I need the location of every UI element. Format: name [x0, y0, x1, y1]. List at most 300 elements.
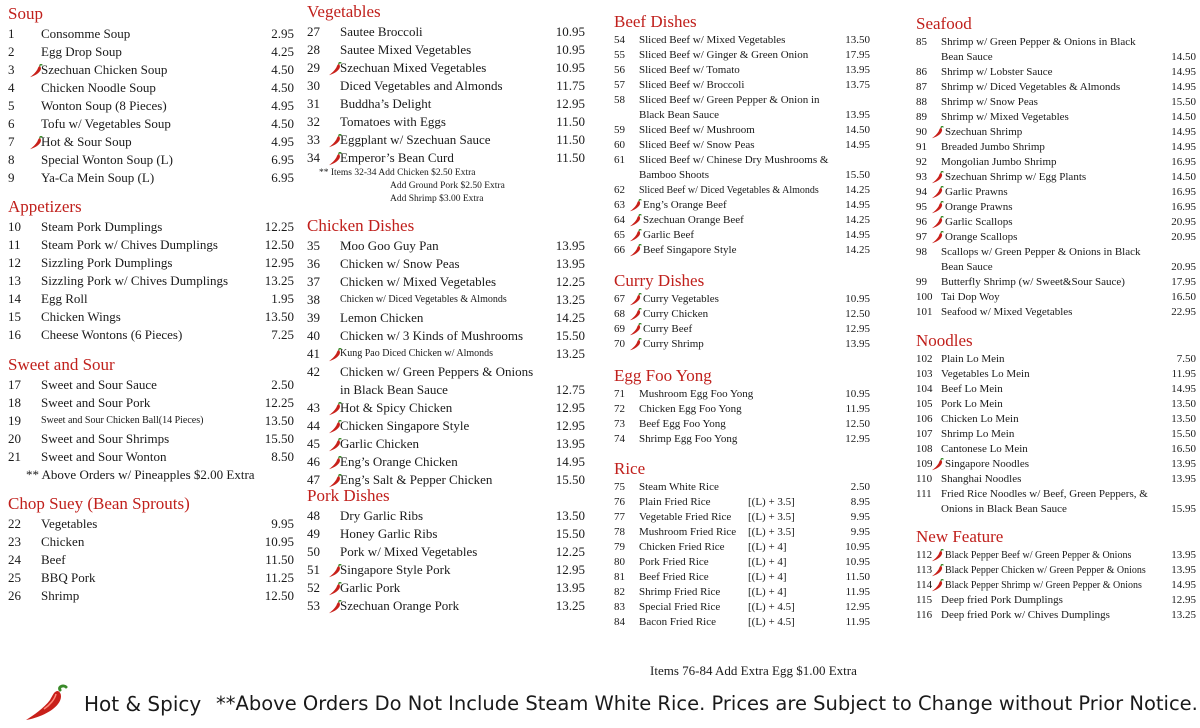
item-price: 12.95 [1171, 594, 1196, 606]
item-name: Chicken w/ Snow Peas [340, 256, 460, 271]
section-title: Pork Dishes [307, 486, 390, 505]
item-number: 40 [307, 328, 320, 343]
item-price: 13.25 [555, 292, 585, 307]
item-price: 16.50 [1171, 443, 1196, 455]
chili-pepper-icon [931, 579, 944, 592]
menu-item [307, 507, 585, 525]
item-name: Orange Prawns [945, 201, 1013, 213]
section-title: Egg Foo Yong [614, 366, 712, 385]
menu-section [614, 459, 870, 630]
item-name: Egg Drop Soup [41, 44, 122, 59]
menu-section [8, 494, 294, 605]
menu-item [614, 153, 870, 183]
item-price: 15.50 [555, 472, 585, 487]
item-number: 9 [8, 170, 15, 185]
menu-item [614, 228, 870, 243]
item-number: 26 [8, 588, 21, 603]
menu-item [8, 115, 294, 133]
menu-item [614, 183, 870, 198]
item-price: 2.50 [271, 377, 294, 392]
item-number: 67 [614, 293, 625, 305]
item-number: 64 [614, 214, 625, 226]
item-number: 1 [8, 26, 15, 41]
menu-item [916, 155, 1196, 170]
item-name: Sizzling Pork Dumplings [41, 255, 173, 270]
item-number: 107 [916, 428, 933, 440]
item-number: 27 [307, 24, 320, 39]
menu-item [916, 230, 1196, 245]
chili-pepper-icon [931, 549, 944, 562]
large-size-option: [(L) + 4] [748, 571, 787, 583]
item-number: 45 [307, 436, 320, 451]
item-price: 4.50 [271, 62, 294, 77]
item-name: Beef Fried Rice [639, 571, 709, 583]
large-size-option: [(L) + 4.5] [748, 616, 795, 628]
item-number: 105 [916, 398, 933, 410]
item-name: Curry Chicken [643, 308, 709, 320]
menu-item [307, 525, 585, 543]
item-price: 13.95 [555, 580, 585, 595]
item-number: 92 [916, 156, 927, 168]
price-disclaimer: **Above Orders Do Not Include Steam White Rice. Prices are Subject to Change without Prior Notice. [216, 692, 1198, 715]
menu-item [916, 215, 1196, 230]
section-title: Soup [8, 4, 43, 23]
item-number: 60 [614, 139, 625, 151]
item-number: 66 [614, 244, 625, 256]
section-title: Appetizers [8, 197, 82, 216]
item-name: Chicken Egg Foo Yong [639, 403, 742, 415]
menu-item [916, 185, 1196, 200]
item-price: 14.25 [555, 310, 585, 325]
menu-item [307, 237, 585, 255]
chili-pepper-icon [328, 582, 342, 596]
chili-pepper-icon [29, 64, 43, 78]
item-price: 10.95 [845, 293, 870, 305]
menu-item [8, 272, 294, 290]
item-price: 9.95 [850, 526, 870, 538]
large-size-option: [(L) + 3.5] [748, 526, 795, 538]
item-price: 14.95 [1171, 141, 1196, 153]
item-name: Shanghai Noodles [941, 473, 1022, 485]
menu-item [614, 480, 870, 495]
item-number: 110 [916, 473, 933, 485]
item-price: 13.95 [1171, 564, 1196, 576]
item-name: Pork Fried Rice [639, 556, 709, 568]
item-name: Chicken w/ 3 Kinds of Mushrooms [340, 328, 524, 343]
item-name: Vegetables [41, 516, 98, 531]
item-price: 12.50 [264, 237, 294, 252]
menu-item [307, 363, 585, 399]
chili-pepper-icon [328, 348, 342, 362]
menu-item [916, 110, 1196, 125]
item-price: 14.95 [1171, 579, 1196, 591]
item-price: 11.25 [265, 570, 294, 585]
menu-item [614, 540, 870, 555]
chili-pepper-icon [629, 214, 642, 227]
item-name: Special Wonton Soup (L) [41, 152, 173, 167]
menu-item [307, 399, 585, 417]
menu-item [614, 93, 870, 123]
menu-item [916, 367, 1196, 382]
item-name: Honey Garlic Ribs [340, 526, 438, 541]
item-number: 98 [916, 246, 927, 258]
menu-item [307, 291, 585, 309]
item-number: 61 [614, 154, 625, 166]
item-price: 13.50 [264, 309, 294, 324]
item-name: Pork Lo Mein [941, 398, 1003, 410]
item-number: 47 [307, 472, 320, 487]
item-name: Shrimp w/ Lobster Sauce [941, 66, 1053, 78]
menu-item [8, 97, 294, 115]
item-number: 39 [307, 310, 320, 325]
menu-item [8, 448, 294, 466]
item-price: 13.95 [1171, 473, 1196, 485]
item-price: 14.50 [1171, 51, 1196, 63]
item-price: 8.50 [271, 449, 294, 464]
item-name: Curry Beef [643, 323, 693, 335]
menu-item [614, 510, 870, 525]
section-title: Vegetables [307, 2, 381, 21]
item-number: 65 [614, 229, 625, 241]
item-price: 2.95 [271, 26, 294, 41]
item-number: 20 [8, 431, 21, 446]
item-name: Kung Pao Diced Chicken w/ Almonds [340, 348, 494, 359]
menu-item [307, 95, 585, 113]
item-price: 11.95 [1171, 368, 1196, 380]
item-name: Sweet and Sour Chicken Ball(14 Pieces) [41, 415, 204, 426]
item-price: 12.95 [555, 96, 585, 111]
item-price: 13.50 [845, 34, 870, 46]
section-title: Curry Dishes [614, 271, 705, 290]
item-number: 38 [307, 292, 320, 307]
menu-item [307, 597, 585, 615]
item-price: 10.95 [555, 24, 585, 39]
item-number: 13 [8, 273, 21, 288]
item-number: 62 [614, 184, 625, 196]
item-price: 14.25 [845, 214, 870, 226]
item-price: 13.95 [1171, 549, 1196, 561]
item-name: Sliced Beef w/ Chinese Dry Mushrooms & Bamboo Shoots [639, 154, 829, 181]
menu-item [916, 472, 1196, 487]
item-number: 116 [916, 609, 933, 621]
chili-pepper-icon [328, 62, 342, 76]
item-name: Garlic Scallops [945, 216, 1013, 228]
item-price: 17.95 [1171, 276, 1196, 288]
item-name: Buddha’s Delight [340, 96, 432, 111]
item-name: Eng’s Orange Beef [643, 199, 727, 211]
menu-item [916, 412, 1196, 427]
item-name: Dry Garlic Ribs [340, 508, 424, 523]
item-price: 10.95 [264, 534, 294, 549]
menu-section [8, 355, 294, 484]
chili-pepper-icon [931, 171, 944, 184]
item-number: 12 [8, 255, 21, 270]
item-price: 15.50 [555, 526, 585, 541]
menu-item [307, 543, 585, 561]
chili-pepper-icon [629, 229, 642, 242]
item-price: 14.95 [1171, 81, 1196, 93]
item-price: 10.95 [845, 556, 870, 568]
item-number: 28 [307, 42, 320, 57]
menu-item [307, 345, 585, 363]
item-price: 13.25 [264, 273, 294, 288]
menu-item [8, 25, 294, 43]
item-price: 4.95 [271, 98, 294, 113]
item-name: Black Pepper Beef w/ Green Pepper & Onions [945, 550, 1132, 561]
menu-item [307, 23, 585, 41]
menu-item [916, 305, 1196, 320]
item-name: Szechuan Shrimp w/ Egg Plants [945, 171, 1087, 183]
item-number: 83 [614, 601, 625, 613]
menu-item [614, 78, 870, 93]
item-number: 99 [916, 276, 927, 288]
item-name: Sautee Broccoli [340, 24, 423, 39]
item-name: Mushroom Fried Rice [639, 526, 737, 538]
menu-item [916, 487, 1196, 517]
item-name: Diced Vegetables and Almonds [340, 78, 503, 93]
item-name: Szechuan Orange Beef [643, 214, 744, 226]
item-number: 16 [8, 327, 21, 342]
menu-item [8, 515, 294, 533]
item-number: 112 [916, 549, 933, 561]
spicy-legend-label: Hot & Spicy [84, 692, 202, 716]
large-size-option: [(L) + 3.5] [748, 511, 795, 523]
item-number: 102 [916, 353, 933, 365]
menu-item [8, 61, 294, 79]
menu-item [8, 376, 294, 394]
large-size-option: [(L) + 4.5] [748, 601, 795, 613]
item-name: Chicken Lo Mein [941, 413, 1019, 425]
item-price: 1.95 [271, 291, 294, 306]
menu-section [307, 216, 585, 489]
item-name: Beef Singapore Style [643, 244, 737, 256]
item-price: 15.50 [845, 169, 870, 181]
menu-item [614, 555, 870, 570]
item-number: 95 [916, 201, 927, 213]
item-price: 14.95 [845, 199, 870, 211]
menu-section [307, 2, 585, 206]
item-name: Chicken w/ Mixed Vegetables [340, 274, 497, 289]
menu-item [916, 290, 1196, 305]
item-number: 94 [916, 186, 927, 198]
item-price: 10.95 [555, 42, 585, 57]
menu-item [307, 59, 585, 77]
item-name: Lemon Chicken [340, 310, 424, 325]
item-price: 9.95 [850, 511, 870, 523]
menu-item [916, 427, 1196, 442]
item-number: 19 [8, 413, 21, 428]
menu-item [614, 495, 870, 510]
item-number: 46 [307, 454, 320, 469]
item-number: 53 [307, 598, 320, 613]
item-price: 14.95 [1171, 383, 1196, 395]
menu-section [8, 4, 294, 187]
item-name: Shrimp w/ Snow Peas [941, 96, 1038, 108]
item-price: 2.50 [850, 481, 870, 493]
item-price: 11.95 [845, 616, 870, 628]
menu-section [8, 197, 294, 344]
item-number: 85 [916, 36, 927, 48]
item-number: 114 [916, 579, 933, 591]
item-number: 70 [614, 338, 625, 350]
menu-item [916, 140, 1196, 155]
item-name: Bacon Fried Rice [639, 616, 716, 628]
chili-pepper-icon [328, 600, 342, 614]
chili-pepper-icon [328, 402, 342, 416]
item-number: 103 [916, 368, 933, 380]
item-name: Garlic Pork [340, 580, 401, 595]
item-name: Singapore Noodles [945, 458, 1030, 470]
menu-item [614, 48, 870, 63]
item-name: Garlic Beef [643, 229, 694, 241]
item-number: 56 [614, 64, 625, 76]
section-title: Noodles [916, 331, 973, 350]
section-title: Rice [614, 459, 646, 478]
section-title: Chop Suey (Bean Sprouts) [8, 494, 190, 513]
section-title: Chicken Dishes [307, 216, 415, 235]
item-number: 52 [307, 580, 320, 595]
menu-item [916, 200, 1196, 215]
menu-item [614, 33, 870, 48]
chili-pepper-icon [931, 458, 944, 471]
menu-item [916, 80, 1196, 95]
menu-item [307, 77, 585, 95]
item-number: 76 [614, 496, 625, 508]
menu-item [614, 387, 870, 402]
item-number: 100 [916, 291, 933, 303]
menu-section [916, 331, 1196, 517]
item-number: 34 [307, 150, 320, 165]
menu-item [614, 585, 870, 600]
item-number: 23 [8, 534, 21, 549]
item-price: 14.95 [1171, 66, 1196, 78]
item-name: Sliced Beef w/ Broccoli [639, 79, 745, 91]
item-price: 4.50 [271, 80, 294, 95]
item-price: 12.95 [555, 418, 585, 433]
menu-item [614, 307, 870, 322]
item-price: 4.95 [271, 134, 294, 149]
menu-item [916, 95, 1196, 110]
item-price: 11.50 [265, 552, 294, 567]
menu-item [916, 245, 1196, 275]
chili-pepper-icon [629, 338, 642, 351]
menu-item [614, 243, 870, 258]
menu-item [916, 563, 1196, 578]
item-number: 55 [614, 49, 625, 61]
item-number: 3 [8, 62, 15, 77]
item-number: 82 [614, 586, 625, 598]
item-price: 4.50 [271, 116, 294, 131]
menu-item [8, 236, 294, 254]
item-price: 14.95 [1171, 126, 1196, 138]
item-number: 106 [916, 413, 933, 425]
chili-pepper-icon [931, 216, 944, 229]
item-name: Egg Roll [41, 291, 88, 306]
menu-item [307, 561, 585, 579]
item-number: 21 [8, 449, 21, 464]
item-name: Shrimp Lo Mein [941, 428, 1015, 440]
menu-item [614, 123, 870, 138]
item-number: 109 [916, 458, 933, 470]
item-name: Hot & Spicy Chicken [340, 400, 453, 415]
item-price: 13.50 [264, 413, 294, 428]
section-title: Beef Dishes [614, 12, 697, 31]
item-number: 101 [916, 306, 933, 318]
item-name: Hot & Sour Soup [41, 134, 132, 149]
item-number: 43 [307, 400, 320, 415]
menu-item [916, 457, 1196, 472]
item-price: 12.50 [845, 418, 870, 430]
item-price: 12.95 [845, 601, 870, 613]
item-price: 17.95 [845, 49, 870, 61]
menu-item [8, 394, 294, 412]
note-line: ** Items 32-34 Add Chicken $2.50 Extra [319, 168, 476, 178]
section-title: New Feature [916, 527, 1004, 546]
menu-item [307, 453, 585, 471]
menu-section [916, 527, 1196, 623]
item-name: Shrimp Fried Rice [639, 586, 721, 598]
item-price: 11.50 [556, 114, 585, 129]
item-number: 36 [307, 256, 320, 271]
menu-item [916, 442, 1196, 457]
item-name: Black Pepper Chicken w/ Green Pepper & Onions [945, 565, 1146, 576]
item-name: Beef Egg Foo Yong [639, 418, 726, 430]
chili-pepper-icon [931, 126, 944, 139]
item-name: Beef [41, 552, 66, 567]
item-price: 14.50 [1171, 111, 1196, 123]
menu-item [8, 151, 294, 169]
menu-item [916, 382, 1196, 397]
item-price: 14.25 [845, 244, 870, 256]
item-number: 48 [307, 508, 320, 523]
item-name: Chicken Singapore Style [340, 418, 470, 433]
item-number: 8 [8, 152, 15, 167]
item-number: 80 [614, 556, 625, 568]
item-name: Tomatoes with Eggs [340, 114, 446, 129]
item-price: 14.25 [845, 184, 870, 196]
item-name: Szechuan Shrimp [945, 126, 1023, 138]
item-number: 7 [8, 134, 15, 149]
item-price: 20.95 [1171, 261, 1196, 273]
item-price: 15.95 [1171, 503, 1196, 515]
menu-item [8, 587, 294, 605]
item-name: Curry Vegetables [643, 293, 719, 305]
item-number: 44 [307, 418, 320, 433]
menu-item [614, 322, 870, 337]
menu-item [8, 290, 294, 308]
menu-item [614, 198, 870, 213]
menu-item [307, 417, 585, 435]
item-price: 12.95 [555, 400, 585, 415]
item-number: 25 [8, 570, 21, 585]
item-name: Shrimp [41, 588, 80, 603]
item-number: 30 [307, 78, 320, 93]
item-price: 13.50 [1171, 413, 1196, 425]
item-price: 14.50 [1171, 171, 1196, 183]
menu-item [916, 578, 1196, 593]
item-number: 87 [916, 81, 927, 93]
item-name: Chicken w/ Diced Vegetables & Almonds [340, 294, 507, 305]
item-price: 11.95 [845, 403, 870, 415]
item-name: Shrimp w/ Green Pepper & Onions in Black Bean Sauce [941, 36, 1136, 63]
item-number: 96 [916, 216, 927, 228]
item-name: Special Fried Rice [639, 601, 721, 613]
menu-item [614, 570, 870, 585]
item-number: 91 [916, 141, 927, 153]
item-price: 13.95 [555, 436, 585, 451]
item-price: 20.95 [1171, 216, 1196, 228]
item-name: Moo Goo Guy Pan [340, 238, 439, 253]
